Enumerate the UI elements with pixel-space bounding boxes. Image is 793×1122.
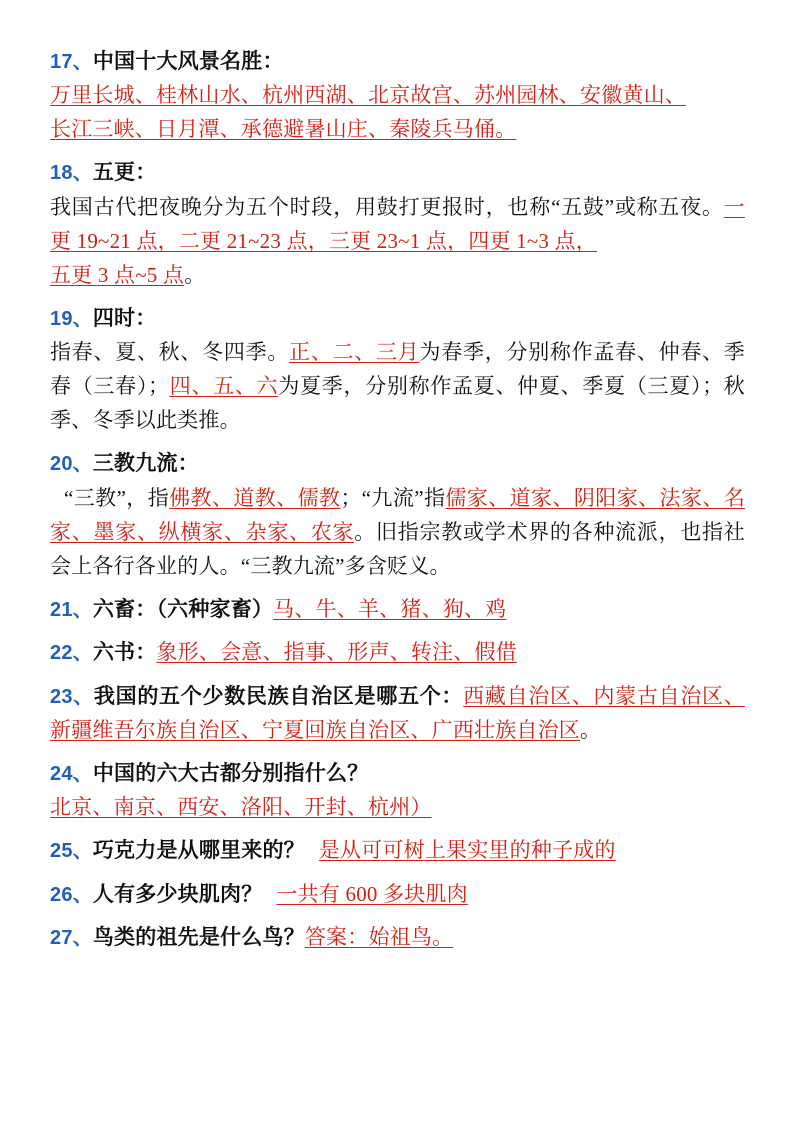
entry-19-seg-2: 正、二、三月 [289,340,420,365]
entry-27-answer: 答案：始祖鸟。 [304,925,454,950]
entry-27 [50,920,745,954]
entry-18-answer-line-2 [50,258,745,292]
entry-26-number: 26、 [50,883,93,906]
entry-17 [50,44,745,146]
entry-19-seg-1: 指春、夏、秋、冬四季。 [50,340,290,365]
entry-22-answer: 象形、会意、指事、形声、转注、假借 [156,640,517,665]
entry-21-question: 六畜：（六种家畜） [92,596,274,621]
entry-24-number: 24、 [50,762,93,785]
entry-19-body [50,335,745,437]
entry-18-body-prefix: 我国古代把夜晚分为五个时段，用鼓打更报时，也称“五鼓”或称五夜。 [50,194,724,219]
entry-18-number: 18、 [50,162,93,185]
entry-22-question: 六书： [92,640,157,665]
entry-22 [50,635,745,669]
entry-17-answer-2: 长江三峡、日月潭、承德避暑山庄、秦陵兵马俑。 [50,117,517,142]
entry-18-answer-1: 一更 19~21 点，二更 21~23 点，三更 23~1 点，四更 1~3 点， [50,194,745,253]
entry-17-question-line [50,44,745,78]
entry-26-line [50,877,745,911]
entry-24-answer: 北京、南京、西安、洛阳、开封、杭州） [50,795,432,820]
entry-24-question-line [50,756,745,790]
entry-20-number: 20、 [50,453,93,476]
entry-17-answer-line-2 [50,112,745,146]
entry-23-number: 23、 [50,685,94,708]
entry-17-answer-line-1 [50,78,745,112]
entry-19-seg-3: 为春季，分别称作孟春、仲春、季春（三春）； [50,340,746,399]
entry-27-number: 27、 [50,927,93,950]
entry-20 [50,446,745,582]
entry-18-question-line [50,155,745,189]
entry-23 [50,679,745,747]
entry-20-seg-4: 儒家、道家、阴阳家、法家、名家、墨家、纵横家、杂家、农家 [50,485,745,544]
entry-23-question: 我国的五个少数民族自治区是哪五个： [93,683,464,708]
entry-20-seg-5: 。旧指宗教或学术界的各种流派，也指社会上各行各业的人。“三教九流”多含贬义。 [50,519,745,578]
entry-26 [50,877,745,911]
entry-21-line [50,592,745,626]
entry-20-seg-2: 佛教、道教、儒教 [169,485,341,510]
entry-24-question: 中国的六大古都分别指什么？ [92,760,369,785]
entry-21-answer: 马、牛、羊、猪、狗、鸡 [273,596,507,621]
entry-21 [50,592,745,626]
entry-23-line [50,679,745,747]
entry-19 [50,301,745,437]
entry-19-number: 19、 [50,307,93,330]
entry-18-body-suffix: 。 [184,262,206,287]
entry-20-seg-3: ；“九流”指 [340,485,446,510]
entry-20-seg-1: “三教”，指 [64,485,170,510]
entry-25 [50,833,745,867]
entry-25-number: 25、 [50,840,93,863]
entry-19-seg-5: 为夏季，分别称作孟夏、仲夏、季夏（三夏）；秋季、冬季以此类推。 [50,374,745,433]
entry-27-line [50,920,745,954]
entry-20-body [50,481,745,583]
entry-24 [50,756,745,824]
entry-22-line [50,635,745,669]
entry-26-question: 人有多少块肌肉？ [92,881,263,906]
entry-18 [50,155,745,291]
entry-19-question: 四时： [92,305,157,330]
entry-22-number: 22、 [50,642,93,665]
entry-21-number: 21、 [50,598,93,621]
entry-17-question: 中国十大风景名胜： [92,49,284,73]
entry-18-answer-2: 五更 3 点~5 点 [50,262,185,287]
entry-18-body [50,190,745,258]
entry-23-answer: 西藏自治区、内蒙古自治区、新疆维吾尔族自治区、宁夏回族自治区、广西壮族自治区 [50,683,745,742]
entry-25-answer: 是从可可树上果实里的种子成的 [318,838,616,863]
entry-18-question: 五更： [92,160,157,185]
entry-25-question: 巧克力是从哪里来的？ [92,838,305,863]
entry-23-suffix: 。 [580,717,602,742]
entry-17-answer-1: 万里长城、桂林山水、杭州西湖、北京故宫、苏州园林、安徽黄山、 [50,83,686,108]
entry-19-seg-4: 四、五、六 [169,374,279,399]
entry-17-number: 17、 [50,51,93,73]
entry-19-question-line [50,301,745,335]
entry-20-question: 三教九流： [92,451,199,476]
entry-20-question-line [50,446,745,480]
entry-26-answer: 一共有 600 多块肌肉 [276,881,468,906]
entry-27-question: 鸟类的祖先是什么鸟？ [92,925,305,950]
entry-24-answer-line [50,790,745,824]
entry-25-line [50,833,745,867]
